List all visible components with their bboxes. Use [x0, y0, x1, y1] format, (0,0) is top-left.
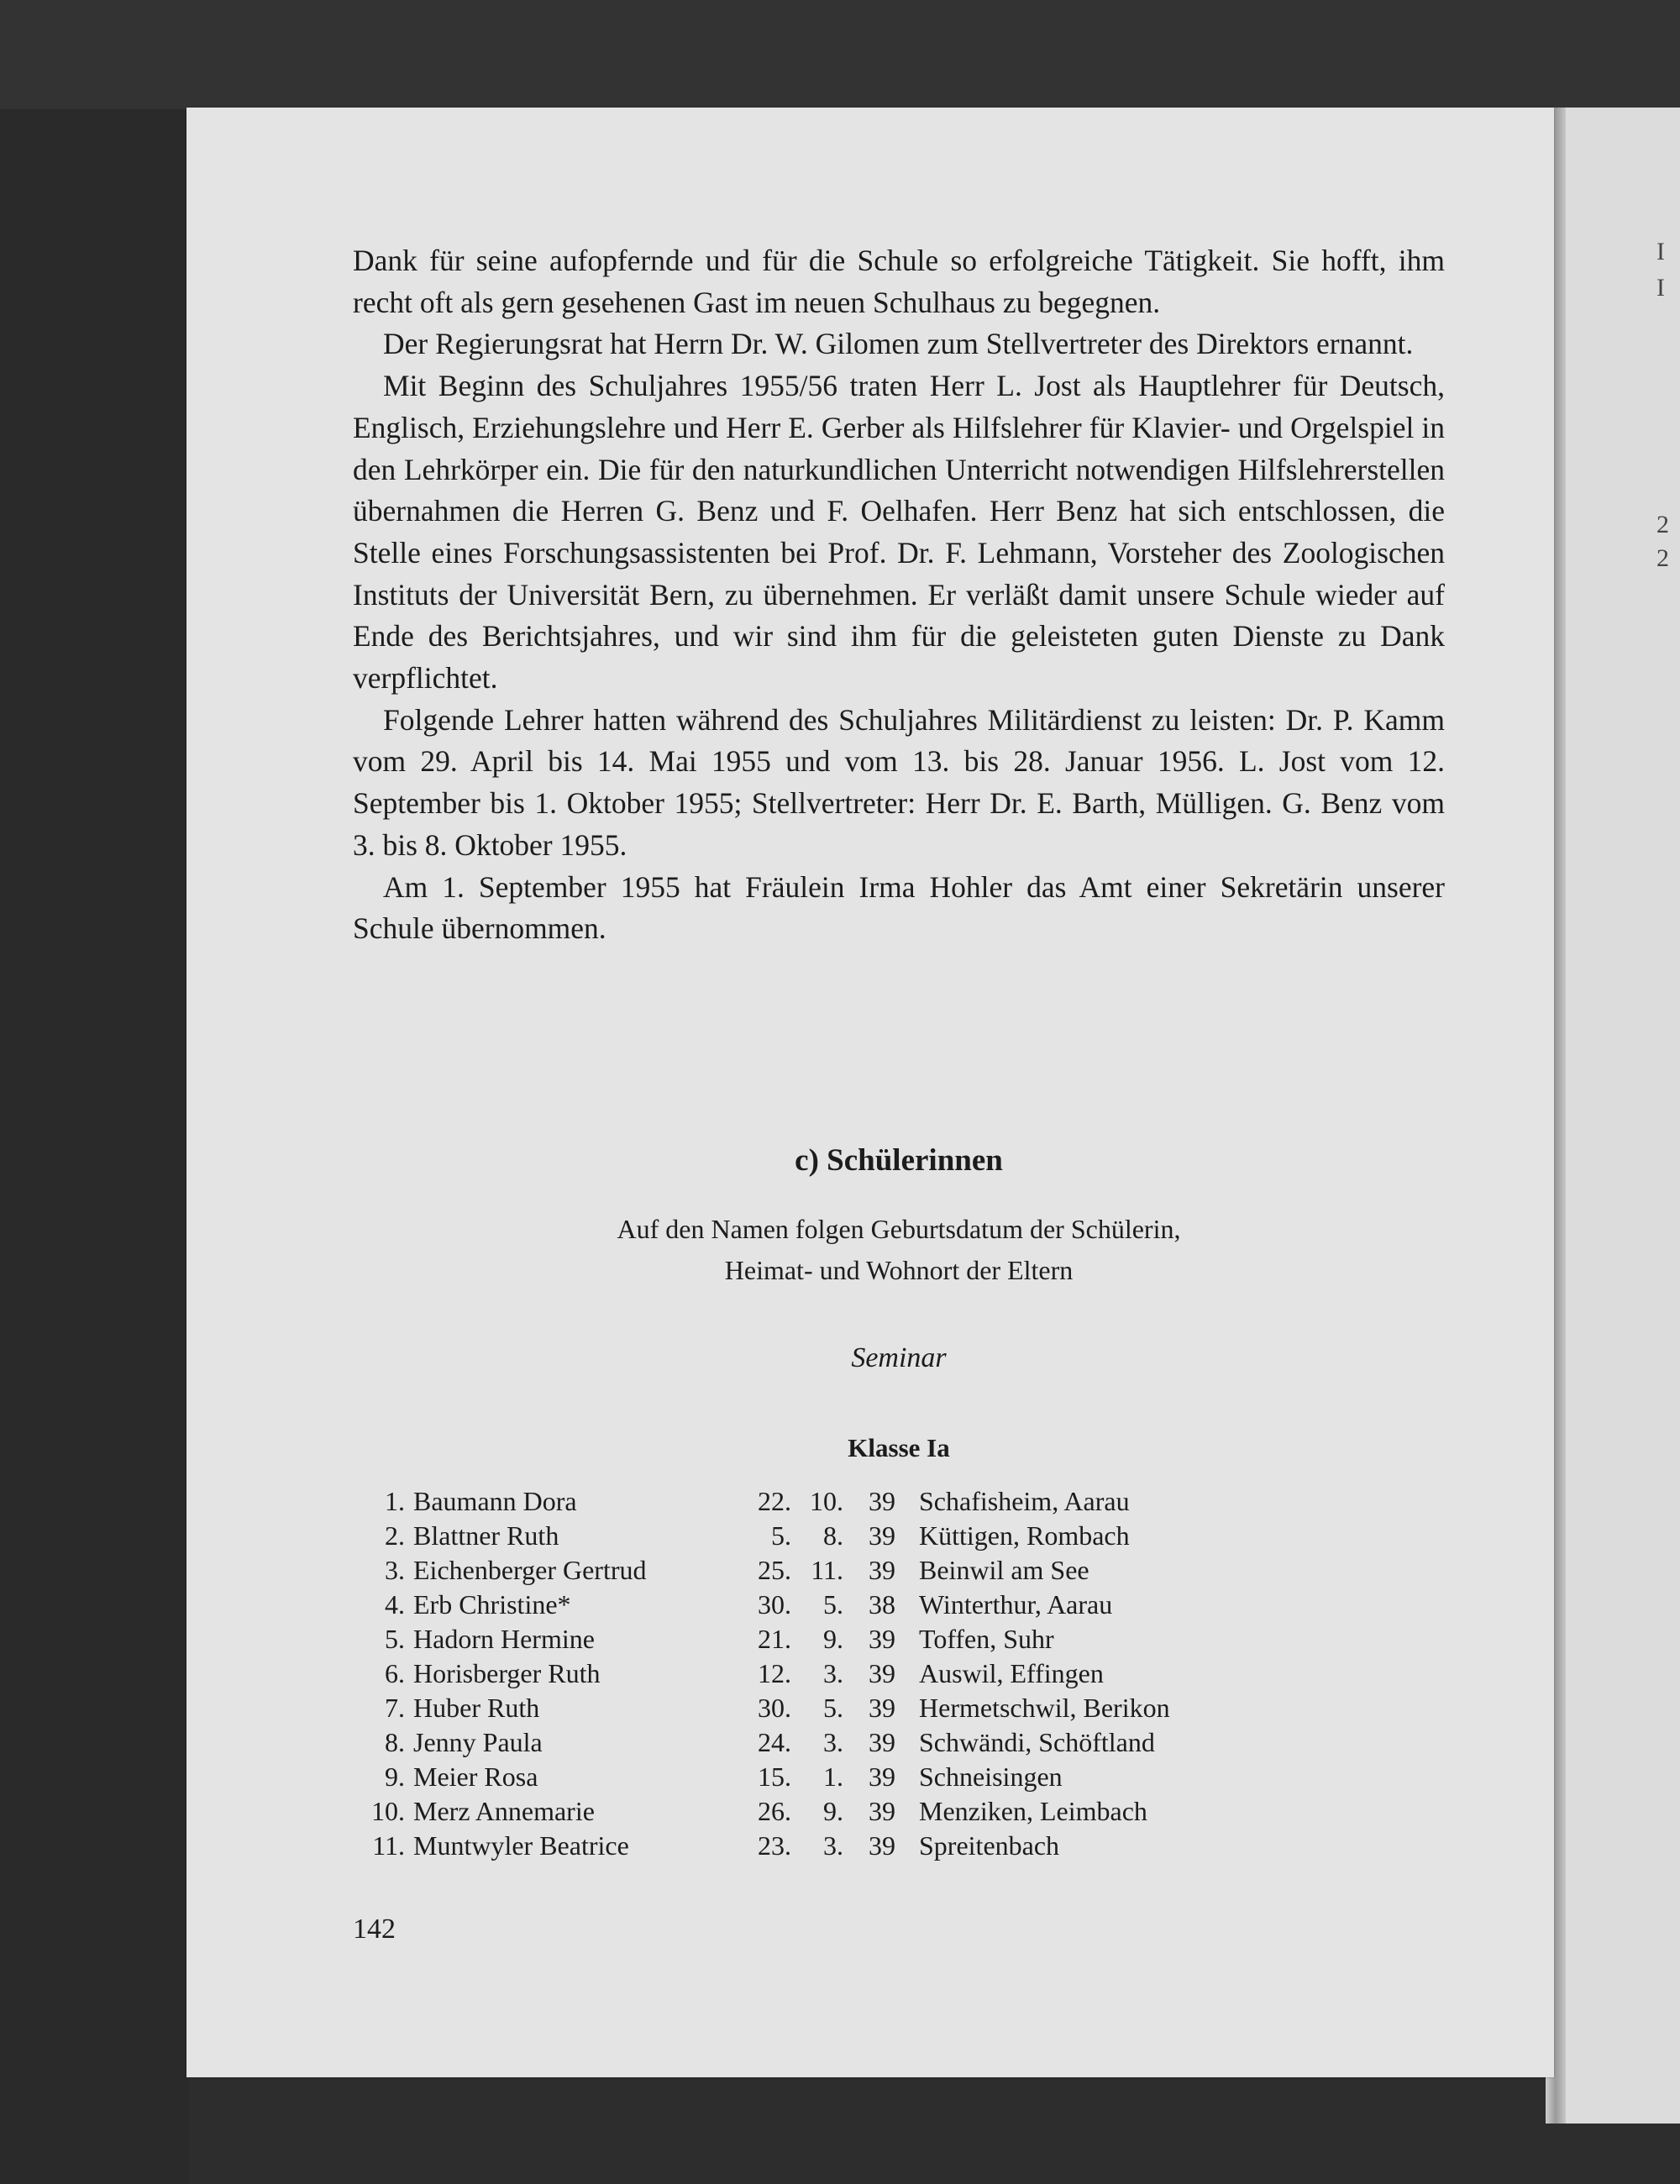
student-name: Merz Annemarie [413, 1796, 595, 1826]
student-name-cell [405, 1656, 600, 1691]
student-number: 1. [385, 1486, 405, 1516]
birth-day: 30. [758, 1589, 791, 1620]
birth-year: 38 [869, 1589, 895, 1620]
scan-background-top [0, 0, 1680, 109]
birth-month: 3. [823, 1830, 843, 1861]
birth-day: 21. [758, 1624, 791, 1654]
birth-month: 11. [811, 1555, 843, 1585]
birth-month: 9. [823, 1796, 843, 1826]
birth-year: 39 [869, 1761, 895, 1792]
section-intro-line: Heimat- und Wohnort der Eltern [724, 1255, 1074, 1285]
birth-year: 39 [869, 1486, 895, 1516]
birth-year: 39 [869, 1555, 895, 1585]
student-number: 6. [385, 1658, 405, 1688]
student-number: 8. [385, 1727, 405, 1757]
birth-year: 39 [869, 1624, 895, 1654]
birth-month: 5. [823, 1693, 843, 1723]
student-list [353, 1484, 1445, 1863]
paragraph: Folgende Lehrer hatten während des Schuljahres Militärdienst zu leisten: Dr. P. Kamm vom 29. April bis 14. Mai 1955 und vom 13. bis 28. Januar 1956. L. Jost vom 12. September bis 1. Oktober 1955; Stellvertreter: Herr Dr. E. Barth, Mülligen. G. Benz vom 3. bis 8. Oktober 1955. [353, 702, 1445, 862]
student-row [353, 1622, 1445, 1656]
student-row [353, 1691, 1445, 1725]
paragraph: Dank für seine aufopfernde und für die Schule so erfolgreiche Tätigkeit. Sie hofft, ihm recht oft als gern gesehenen Gast im neuen Schulhaus zu begegnen. [353, 244, 1445, 319]
page-number: 142 [353, 1914, 396, 1945]
student-name: Blattner Ruth [413, 1520, 559, 1551]
birth-month: 3. [823, 1727, 843, 1757]
facing-page-fragment: 2 [1656, 544, 1669, 572]
student-number: 4. [385, 1589, 405, 1620]
birth-month: 8. [823, 1520, 843, 1551]
birth-year: 39 [869, 1520, 895, 1551]
home-place: Spreitenbach [919, 1830, 1060, 1861]
student-number: 10. [371, 1796, 405, 1826]
home-place: Küttigen, Rombach [919, 1520, 1130, 1551]
student-name: Erb Christine* [413, 1589, 571, 1620]
student-name-cell [405, 1519, 559, 1553]
student-row [353, 1553, 1445, 1588]
student-name: Muntwyler Beatrice [413, 1830, 629, 1861]
student-row [353, 1484, 1445, 1519]
home-place: Schafisheim, Aarau [919, 1486, 1130, 1516]
student-number: 5. [385, 1624, 405, 1654]
birth-month: 9. [823, 1624, 843, 1654]
home-place: Toffen, Suhr [919, 1624, 1054, 1654]
facing-page-fragment: I [1656, 238, 1665, 265]
birth-year: 39 [869, 1830, 895, 1861]
body-text [353, 240, 1445, 950]
home-place: Menziken, Leimbach [919, 1796, 1147, 1826]
birth-year: 39 [869, 1658, 895, 1688]
student-name-cell [405, 1691, 539, 1725]
section-heading: c) Schülerinnen [795, 1143, 1003, 1178]
home-place: Beinwil am See [919, 1555, 1089, 1585]
student-name: Eichenberger Gertrud [413, 1555, 647, 1585]
birth-day: 5. [771, 1520, 791, 1551]
student-number: 7. [385, 1693, 405, 1723]
birth-year: 39 [869, 1727, 895, 1757]
student-name: Hadorn Hermine [413, 1624, 595, 1654]
student-name: Meier Rosa [413, 1761, 538, 1792]
student-number: 2. [385, 1520, 405, 1551]
paragraph: Der Regierungsrat hat Herrn Dr. W. Gilomen zum Stellvertreter des Direktors ernannt. [383, 327, 1414, 361]
student-name-cell [405, 1725, 543, 1760]
paragraph: Am 1. September 1955 hat Fräulein Irma Hohler das Amt einer Sekretärin unserer Schule übernommen. [353, 869, 1445, 946]
birth-month: 5. [823, 1589, 843, 1620]
birth-year: 39 [869, 1796, 895, 1826]
student-name-cell [405, 1622, 595, 1656]
seminar-subheading: Seminar [851, 1342, 947, 1373]
student-number: 9. [385, 1761, 405, 1792]
facing-page [1554, 108, 1680, 2124]
student-name: Horisberger Ruth [413, 1658, 601, 1688]
birth-day: 23. [758, 1830, 791, 1861]
student-name-cell [405, 1760, 538, 1794]
student-name-cell [405, 1588, 571, 1622]
birth-month: 3. [823, 1658, 843, 1688]
student-row [353, 1588, 1445, 1622]
facing-page-fragment: I [1656, 274, 1665, 302]
student-name: Jenny Paula [413, 1727, 543, 1757]
student-name: Huber Ruth [413, 1693, 540, 1723]
class-heading: Klasse Ia [848, 1433, 950, 1462]
home-place: Schneisingen [919, 1761, 1063, 1792]
birth-day: 15. [758, 1761, 791, 1792]
student-row [353, 1760, 1445, 1794]
home-place: Winterthur, Aarau [919, 1589, 1113, 1620]
student-name-cell [405, 1553, 647, 1588]
birth-day: 26. [758, 1796, 791, 1826]
student-name-cell [405, 1794, 595, 1829]
birth-day: 24. [758, 1727, 791, 1757]
home-place: Hermetschwil, Berikon [919, 1693, 1170, 1723]
birth-month: 1. [823, 1761, 843, 1792]
student-row [353, 1519, 1445, 1553]
facing-page-fragment: 2 [1656, 511, 1669, 538]
paragraph: Mit Beginn des Schuljahres 1955/56 traten Herr L. Jost als Hauptlehrer für Deutsch, Englisch, Erziehungslehre und Herr E. Gerber als Hilfslehrer für Klavier- und Orgelspiel in den Lehrkörper ein. Die für den naturkundlichen Unterricht notwendigen Hilfslehrerstellen übernahmen die Herren G. Benz und F. Oelhafen. Herr Benz hat sich entschlossen, die Stelle eines Forschungsassistenten bei Prof. Dr. F. Lehmann, Vorsteher des Zoologischen Instituts der Universität Bern, zu übernehmen. Er verläßt damit unsere Schule wieder auf Ende des Berichtsjahres, und wir sind ihm für die geleisteten guten Dienste zu Dank verpflichtet. [353, 369, 1445, 696]
student-number: 3. [385, 1555, 405, 1585]
section-intro-line: Auf den Namen folgen Geburtsdatum der Schülerin, [617, 1214, 1181, 1244]
student-name-cell [405, 1484, 577, 1519]
student-row [353, 1829, 1445, 1863]
student-number: 11. [372, 1830, 405, 1861]
student-row [353, 1656, 1445, 1691]
birth-year: 39 [869, 1693, 895, 1723]
birth-day: 25. [758, 1555, 791, 1585]
student-row [353, 1794, 1445, 1829]
student-row [353, 1725, 1445, 1760]
student-name: Baumann Dora [413, 1486, 577, 1516]
scan-background-left [0, 0, 189, 2184]
birth-day: 22. [758, 1486, 791, 1516]
birth-day: 30. [758, 1693, 791, 1723]
student-name-cell [405, 1829, 629, 1863]
birth-day: 12. [758, 1658, 791, 1688]
birth-month: 10. [810, 1486, 843, 1516]
home-place: Schwändi, Schöftland [919, 1727, 1155, 1757]
home-place: Auswil, Effingen [919, 1658, 1104, 1688]
